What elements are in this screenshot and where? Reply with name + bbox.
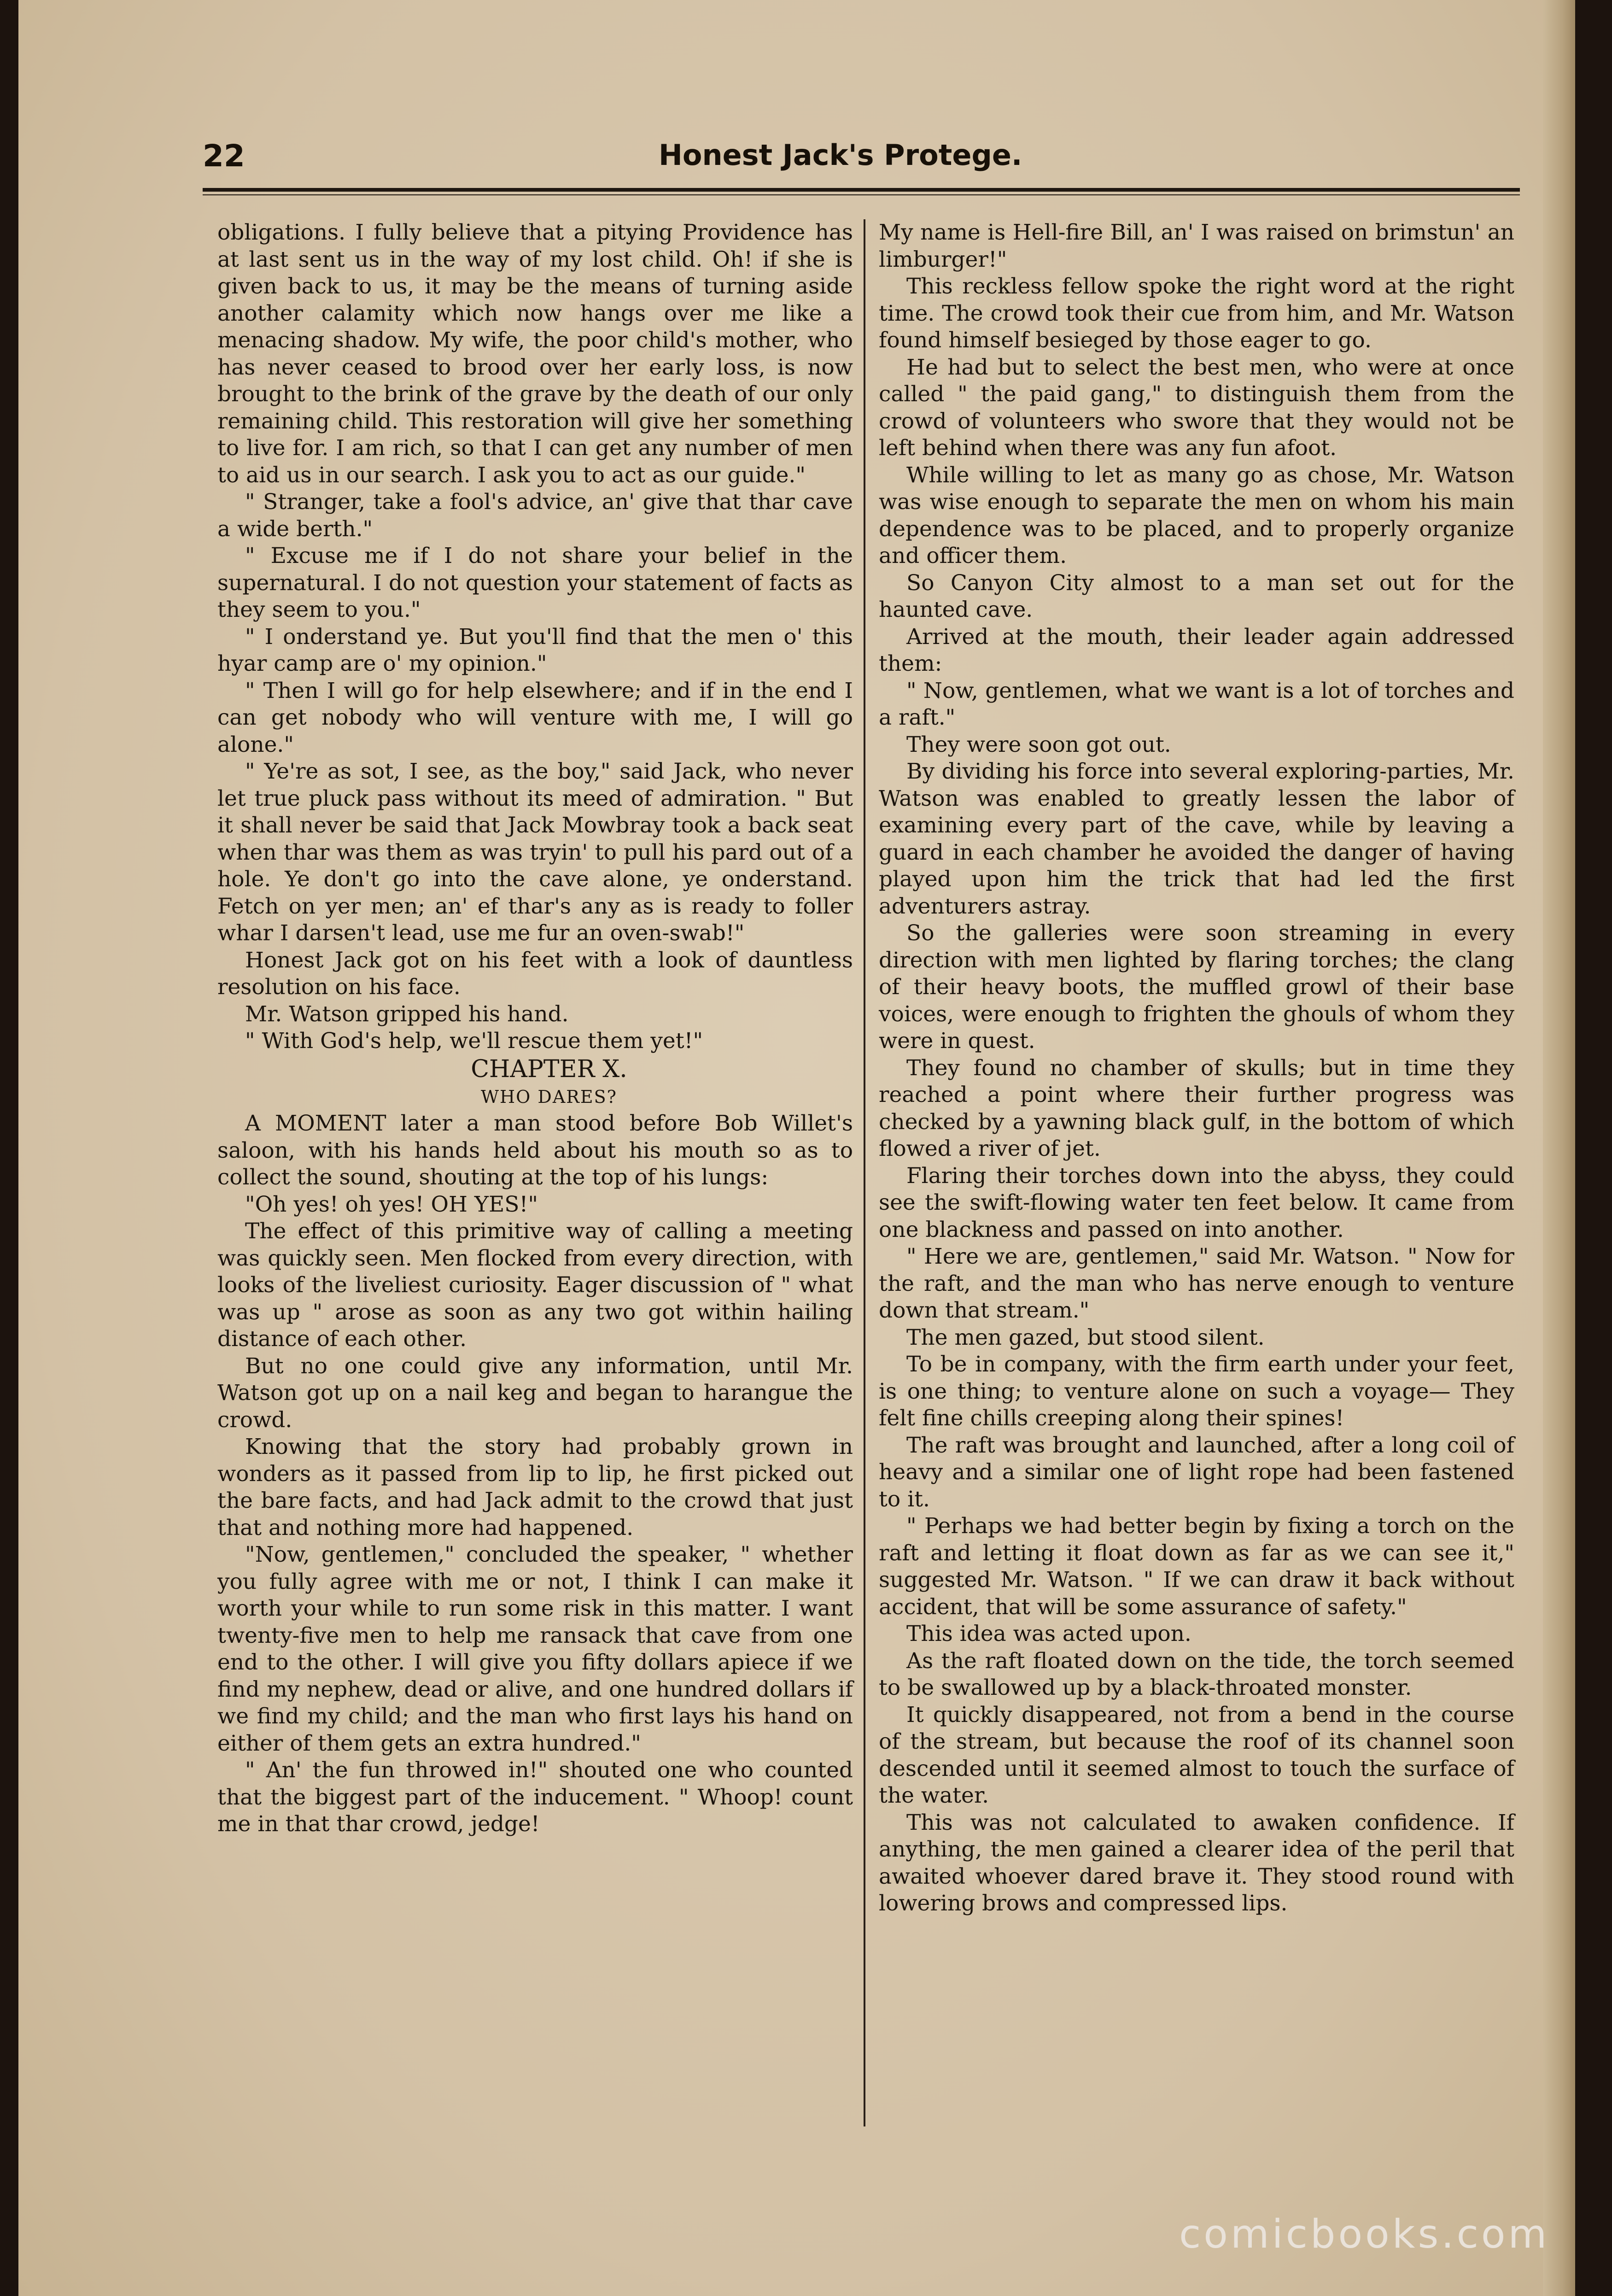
paragraph: So Canyon City almost to a man set out for the haunted cave. — [879, 570, 1514, 622]
paragraph: They were soon got out. — [906, 732, 1171, 757]
paragraph: Flaring their torches down into the abyss, they could see the swift-flowing water ten feet below. It came from one blackness and passed on into another. — [879, 1163, 1514, 1242]
chapter-subheading: WHO DARES? — [480, 1086, 618, 1107]
running-title: Honest Jack's Protege. — [659, 138, 1022, 172]
paragraph: " Excuse me if I do not share your belief in the supernatural. I do not question your statement of facts as they seem to you." — [217, 543, 853, 622]
page-number: 22 — [203, 138, 245, 174]
header-rule — [203, 188, 1520, 192]
paragraph: Honest Jack got on his feet with a look of dauntless resolution on his face. — [217, 947, 853, 1000]
paragraph: " Stranger, take a fool's advice, an' give that thar cave a wide berth." — [217, 489, 853, 542]
paragraph: By dividing his force into several exploring-parties, Mr. Watson was enabled to greatly lessen the labor of examining every part of the cave, while by leaving a guard in each chamber he avoided the danger of having played upon him the trick that had led the first adventurers astray. — [879, 759, 1514, 919]
paragraph: obligations. I fully believe that a pitying Providence has at last sent us in the way of my lost child. Oh! if she is given back to us, it may be the means of turning aside another calamity which now hangs over me like a menacing shadow. My wife, the poor child's mother, who has never ceased to brood over her early loss, is now brought to the brink of the grave by the death of our only remaining child. This restoration will give her something to live for. I am rich, so that I can get any number of men to aid us in our search. I ask you to act as our guide." — [217, 220, 853, 488]
left-column — [217, 219, 853, 1838]
paragraph: He had but to select the best men, who were at once called " the paid gang," to distinguish them from the crowd of volunteers who swore that they would not be left behind when there was any fun afoot. — [879, 354, 1514, 461]
paragraph: To be in company, with the firm earth under your feet, is one thing; to venture alone on such a voyage— They felt fine chills creeping along their spines! — [879, 1352, 1514, 1431]
paragraph: " Here we are, gentlemen," said Mr. Watson. " Now for the raft, and the man who has nerve enough to venture down that stream." — [879, 1244, 1514, 1323]
header-rule-thin — [203, 194, 1520, 195]
paragraph: " An' the fun throwed in!" shouted one who counted that the biggest part of the inducement. " Whoop! count me in that thar crowd, jedge! — [217, 1757, 853, 1837]
paragraph: Knowing that the story had probably grown in wonders as it passed from lip to lip, he first picked out the bare facts, and had Jack admit to the crowd that just that and nothing more had happened. — [217, 1434, 853, 1540]
paragraph: But no one could give any information, until Mr. Watson got up on a nail keg and began to harangue the crowd. — [217, 1353, 853, 1433]
paragraph: "Oh yes! oh yes! OH YES!" — [245, 1191, 538, 1217]
page-spine-edge — [1543, 0, 1575, 2296]
paragraph: " Then I will go for help elsewhere; and if in the end I can get nobody who will venture with me, I will go alone." — [217, 678, 853, 757]
paragraph: My name is Hell-fire Bill, an' I was raised on brimstun' an limburger!" — [879, 220, 1514, 272]
paragraph: "Now, gentlemen," concluded the speaker, " whether you fully agree with me or not, I think I can make it worth your while to run some risk in this matter. I want twenty-five men to help me ransack that cave from one end to the other. I will give you fifty dollars apiece if we find my nephew, dead or alive, and one hundred dollars if we find my child; and the man who first lays his hand on either of them gets an extra hundred." — [217, 1542, 853, 1756]
paragraph: Mr. Watson gripped his hand. — [245, 1001, 569, 1027]
magazine-page — [18, 0, 1575, 2296]
paragraph: " With God's help, we'll rescue them yet!" — [245, 1028, 703, 1054]
site-watermark: comicbooks.com — [1179, 2211, 1550, 2257]
paragraph: As the raft floated down on the tide, the torch seemed to be swallowed up by a black-throated monster. — [879, 1648, 1514, 1700]
paragraph: So the galleries were soon streaming in every direction with men lighted by flaring torches; the clang of their heavy boots, the muffled growl of their base voices, were enough to frighten the ghouls of whom they were in quest. — [879, 920, 1514, 1054]
right-column — [879, 219, 1514, 1917]
column-divider — [864, 219, 865, 2126]
paragraph: " Perhaps we had better begin by fixing a torch on the raft and letting it float down as far as we can see it," suggested Mr. Watson. " If we can draw it back without accident, that will be some assurance of safety." — [879, 1513, 1514, 1620]
paragraph: The raft was brought and launched, after a long coil of heavy and a similar one of light rope had been fastened to it. — [879, 1432, 1514, 1512]
paragraph: A MOMENT later a man stood before Bob Willet's saloon, with his hands held about his mouth so as to collect the sound, shouting at the top of his lungs: — [217, 1111, 853, 1190]
paragraph: The men gazed, but stood silent. — [906, 1324, 1265, 1350]
paragraph: This idea was acted upon. — [906, 1621, 1191, 1646]
paragraph: " I onderstand ye. But you'll find that the men o' this hyar camp are o' my opinion." — [217, 624, 853, 676]
paragraph: It quickly disappeared, not from a bend in the course of the stream, but because the roof of its channel soon descended until it seemed almost to touch the surface of the water. — [879, 1702, 1514, 1808]
paragraph: Arrived at the mouth, their leader again addressed them: — [879, 624, 1514, 676]
paragraph: This was not calculated to awaken confidence. If anything, the men gained a clearer idea of the peril that awaited whoever dared brave it. They stood round with lowering brows and compressed lips. — [879, 1810, 1514, 1916]
paragraph: " Now, gentlemen, what we want is a lot of torches and a raft." — [879, 678, 1514, 730]
paragraph: The effect of this primitive way of calling a meeting was quickly seen. Men flocked from every direction, with looks of the liveliest curiosity. Eager discussion of " what was up " arose as soon as any two got within hailing distance of each other. — [217, 1218, 853, 1352]
paragraph: They found no chamber of skulls; but in time they reached a point where their further progress was checked by a yawning black gulf, in the bottom of which flowed a river of jet. — [879, 1055, 1514, 1161]
chapter-heading: CHAPTER X. — [471, 1055, 627, 1083]
paragraph: " Ye're as sot, I see, as the boy," said Jack, who never let true pluck pass without its meed of admiration. " But it shall never be said that Jack Mowbray took a back seat when thar was them as was tryin' to pull his pard out of a hole. Ye don't go into the cave alone, ye onderstand. Fetch on yer men; an' ef thar's any as is ready to foller whar I darsen't lead, use me fur an oven-swab!" — [217, 759, 853, 946]
paragraph: This reckless fellow spoke the right word at the right time. The crowd took their cue from him, and Mr. Watson found himself besieged by those eager to go. — [879, 274, 1514, 353]
paragraph: While willing to let as many go as chose, Mr. Watson was wise enough to separate the men on whom his main dependence was to be placed, and to properly organize and officer them. — [879, 462, 1514, 568]
